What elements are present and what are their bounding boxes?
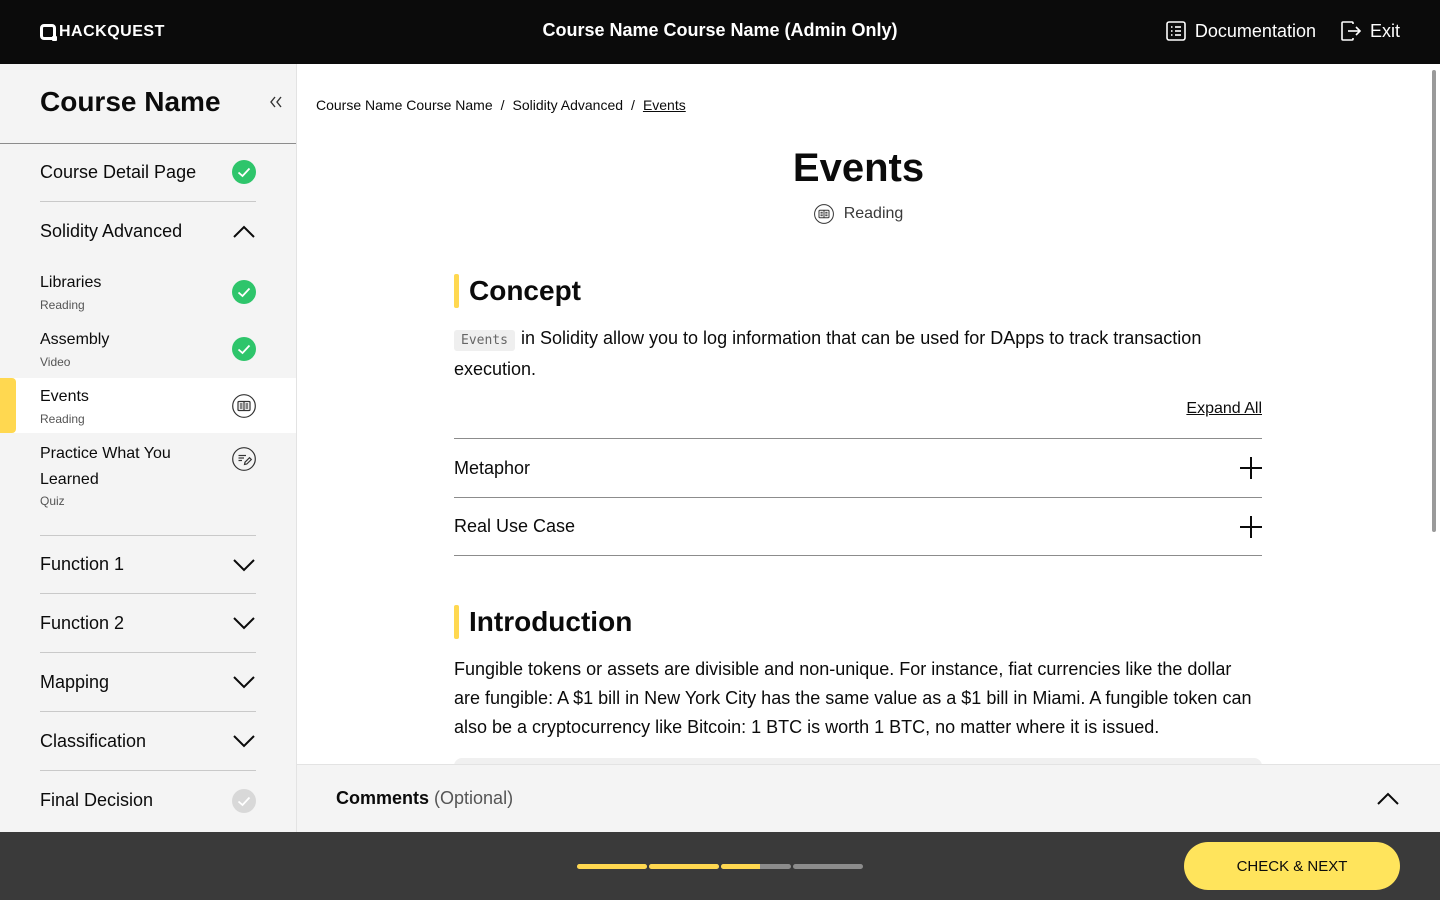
introduction-heading-text: Introduction <box>469 606 633 637</box>
introduction-section <box>454 605 1262 742</box>
sidebar-unit-course-detail-page[interactable] <box>40 143 256 202</box>
breadcrumb-separator: / <box>500 97 505 113</box>
lesson-title: Events <box>40 388 89 405</box>
progress-fill <box>577 864 647 869</box>
reading-book-icon <box>814 204 834 224</box>
lesson-progress <box>577 864 863 869</box>
completed-check-icon <box>232 160 256 184</box>
breadcrumb <box>316 97 686 113</box>
exit-label: Exit <box>1369 20 1400 41</box>
unit-label: Final Decision <box>40 790 154 810</box>
comments-title: Comments <box>336 788 430 808</box>
chevron-up-icon <box>232 225 256 239</box>
concept-text: in Solidity allow you to log information that can be used for DApps to track transaction execution. <box>454 328 1202 379</box>
chevron-down-icon <box>232 675 256 689</box>
accordion-metaphor[interactable] <box>454 438 1262 497</box>
concept-section <box>454 274 1262 564</box>
progress-segment <box>721 864 791 869</box>
check-and-next-button[interactable]: CHECK & NEXT <box>1184 842 1400 890</box>
progress-segment <box>793 864 863 869</box>
lesson-title: Assembly <box>40 331 110 348</box>
sidebar-unit-mapping[interactable] <box>40 653 256 712</box>
breadcrumb-course[interactable]: Course Name Course Name <box>316 97 493 113</box>
plus-icon <box>1240 516 1262 538</box>
sidebar-header <box>0 64 296 144</box>
sidebar-lesson-events[interactable] <box>0 378 296 433</box>
exit-icon <box>1340 20 1362 42</box>
page-type-label: Reading <box>843 205 904 222</box>
lesson-title: Practice What You Learned <box>40 445 171 488</box>
concept-heading-text: Concept <box>469 275 581 306</box>
logo-text: HACKQUEST <box>59 23 165 40</box>
page-type <box>297 204 1420 224</box>
unit-label: Function 2 <box>40 612 125 633</box>
document-list-icon <box>1165 20 1187 42</box>
progress-segment <box>577 864 647 869</box>
lesson-type: Quiz <box>40 494 65 508</box>
course-title: Course Name Course Name (Admin Only) <box>542 20 898 40</box>
chevron-up-icon[interactable] <box>1376 789 1400 809</box>
progress-fill <box>649 864 719 869</box>
sidebar-unit-classification[interactable] <box>40 712 256 771</box>
unit-label: Mapping <box>40 671 110 692</box>
documentation-label: Documentation <box>1194 20 1316 41</box>
locked-check-icon <box>232 789 256 813</box>
accordion-label: Metaphor <box>454 457 531 478</box>
comments-optional: (Optional) <box>434 788 514 808</box>
chevron-down-icon <box>232 616 256 630</box>
sidebar-unit-final-decision[interactable] <box>40 771 256 830</box>
completed-check-icon <box>232 337 256 361</box>
comments-label <box>336 788 513 809</box>
exit-link[interactable] <box>1340 20 1400 42</box>
lesson-title: Libraries <box>40 274 102 291</box>
concept-paragraph <box>454 324 1262 384</box>
sidebar-course-name: Course Name <box>40 86 221 117</box>
bottom-action-bar <box>0 832 1440 900</box>
accordion-label: Real Use Case <box>454 516 576 536</box>
content-scrollbar[interactable] <box>1432 70 1436 532</box>
inline-code: Events <box>454 330 515 351</box>
documentation-link[interactable] <box>1165 20 1316 42</box>
chevron-down-icon <box>232 558 256 572</box>
unit-label: Function 1 <box>40 554 125 574</box>
unit-label: Course Detail Page <box>40 161 197 182</box>
sidebar-lesson-practice[interactable] <box>0 433 296 515</box>
breadcrumb-unit[interactable]: Solidity Advanced <box>512 97 624 113</box>
sidebar-unit-function-2[interactable] <box>40 594 256 653</box>
unit-label: Solidity Advanced <box>40 221 183 241</box>
introduction-heading <box>454 605 1262 639</box>
progress-segment <box>649 864 719 869</box>
top-navigation-bar <box>0 0 1440 64</box>
lesson-type: Video <box>40 355 71 369</box>
concept-heading <box>454 274 1262 308</box>
course-sidebar <box>0 64 297 832</box>
expand-all-link[interactable]: Expand All <box>1186 400 1262 417</box>
sidebar-unit-function-1[interactable] <box>40 535 256 594</box>
sidebar-lesson-libraries[interactable] <box>0 264 296 321</box>
lesson-type: Reading <box>40 298 85 312</box>
reading-book-icon <box>232 394 256 418</box>
progress-fill <box>721 864 760 869</box>
chevron-down-icon <box>232 734 256 748</box>
comments-panel[interactable] <box>297 764 1440 832</box>
page-title: Events <box>792 146 925 190</box>
lesson-content <box>297 64 1440 764</box>
sidebar-unit-solidity-advanced[interactable] <box>40 202 256 261</box>
introduction-paragraph: Fungible tokens or assets are divisible and non-unique. For instance, fiat currencies like the dollar are fungible: A $1 bill in New York City has the same value as a $1 bill in Miami. A fungible token can also be a cryptocurrency like Bitcoin: 1 BTC is worth 1 BTC, no matter where it is issued. <box>454 659 1252 737</box>
unit-label: Classification <box>40 730 147 751</box>
plus-icon <box>1240 457 1262 479</box>
completed-check-icon <box>232 280 256 304</box>
breadcrumb-lesson[interactable]: Events <box>642 97 686 113</box>
accordion-real-use-case[interactable] <box>454 497 1262 556</box>
collapse-sidebar-icon[interactable] <box>268 94 284 110</box>
breadcrumb-separator: / <box>631 97 635 113</box>
lesson-type: Reading <box>40 412 85 426</box>
sidebar-lesson-assembly[interactable] <box>0 321 296 378</box>
quiz-pencil-icon <box>232 447 256 471</box>
